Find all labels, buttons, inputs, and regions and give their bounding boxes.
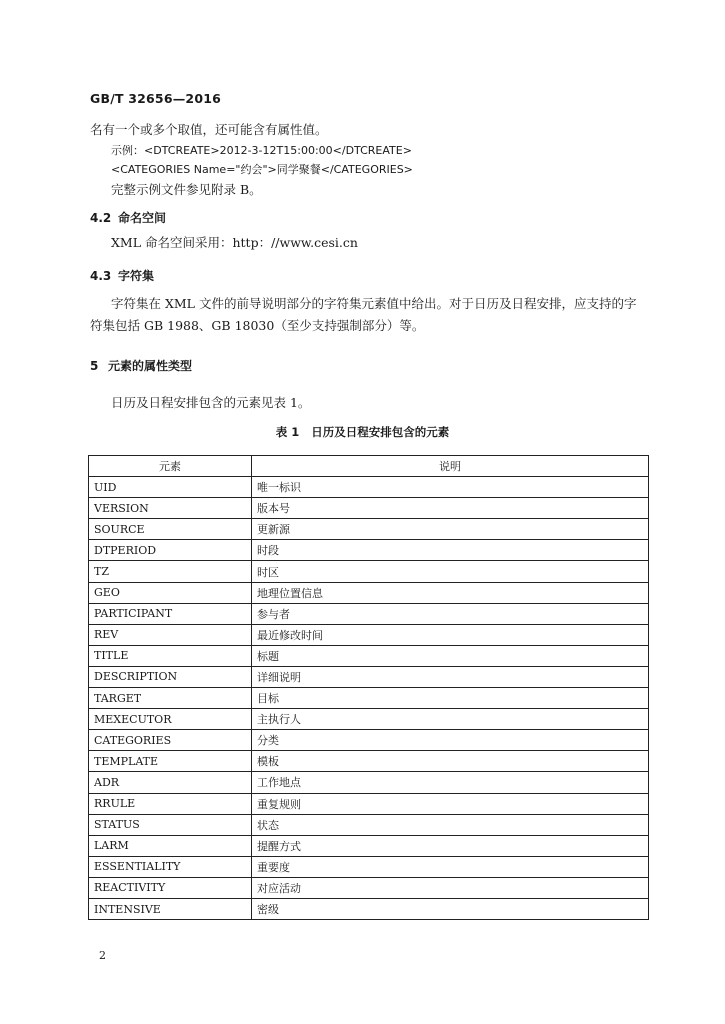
table-row xyxy=(89,624,649,645)
element-cell: REACTIVITY xyxy=(89,877,252,898)
table-row xyxy=(89,772,649,793)
section-4-2-heading xyxy=(90,209,166,226)
section-5-heading xyxy=(90,357,192,374)
appendix-reference: 完整示例文件参见附录 B。 xyxy=(111,182,262,197)
element-cell: ESSENTIALITY xyxy=(89,856,252,877)
table-row xyxy=(89,898,649,919)
table-row xyxy=(89,751,649,772)
section-title: 字符集 xyxy=(118,269,155,283)
document-code-header: GB/T 32656—2016 xyxy=(90,91,222,106)
element-cell: VERSION xyxy=(89,498,252,519)
description-cell: 时段 xyxy=(252,540,649,561)
section-4-3-heading xyxy=(90,267,154,284)
description-cell: 重复规则 xyxy=(252,793,649,814)
table-row xyxy=(89,582,649,603)
element-cell: MEXECUTOR xyxy=(89,709,252,730)
section-title: 元素的属性类型 xyxy=(108,359,193,373)
description-cell: 详细说明 xyxy=(252,666,649,687)
table-row xyxy=(89,666,649,687)
example-line-1: 示例：<DTCREATE>2012-3-12T15:00:00</DTCREATE> xyxy=(111,144,412,157)
section-title: 命名空间 xyxy=(118,211,167,225)
description-cell: 更新源 xyxy=(252,519,649,540)
description-cell: 参与者 xyxy=(252,603,649,624)
element-cell: STATUS xyxy=(89,814,252,835)
section-number: 4.3 xyxy=(90,269,112,283)
page-number: 2 xyxy=(99,949,106,962)
table-header-row xyxy=(89,456,649,477)
description-cell: 提醒方式 xyxy=(252,835,649,856)
description-cell: 重要度 xyxy=(252,856,649,877)
element-cell: TITLE xyxy=(89,645,252,666)
description-cell: 主执行人 xyxy=(252,709,649,730)
description-cell: 模板 xyxy=(252,751,649,772)
table-row xyxy=(89,519,649,540)
table-row xyxy=(89,856,649,877)
description-cell: 目标 xyxy=(252,688,649,709)
table-row xyxy=(89,730,649,751)
element-cell: LARM xyxy=(89,835,252,856)
element-cell: TZ xyxy=(89,561,252,582)
description-cell: 地理位置信息 xyxy=(252,582,649,603)
section-number: 5 xyxy=(90,359,99,373)
table-row xyxy=(89,645,649,666)
element-cell: CATEGORIES xyxy=(89,730,252,751)
namespace-text: XML 命名空间采用：http：//www.cesi.cn xyxy=(111,235,358,250)
description-cell: 版本号 xyxy=(252,498,649,519)
table-row xyxy=(89,477,649,498)
table-row xyxy=(89,835,649,856)
element-cell: PARTICIPANT xyxy=(89,603,252,624)
section-number: 4.2 xyxy=(90,211,112,225)
element-cell: TARGET xyxy=(89,688,252,709)
element-cell: RRULE xyxy=(89,793,252,814)
description-cell: 密级 xyxy=(252,898,649,919)
description-cell: 对应活动 xyxy=(252,877,649,898)
table-row xyxy=(89,814,649,835)
table-row xyxy=(89,498,649,519)
section-5-text: 日历及日程安排包含的元素见表 1。 xyxy=(111,395,311,410)
charset-text-line-2: 符集包括 GB 1988、GB 18030（至少支持强制部分）等。 xyxy=(90,318,425,333)
element-cell: GEO xyxy=(89,582,252,603)
element-cell: INTENSIVE xyxy=(89,898,252,919)
charset-text-line-1: 字符集在 XML 文件的前导说明部分的字符集元素值中给出。对于日历及日程安排，应支持的字 xyxy=(111,296,637,311)
elements-table xyxy=(88,455,649,920)
example-line-2: <CATEGORIES Name="约会">同学聚餐</CATEGORIES> xyxy=(111,163,413,176)
description-cell: 时区 xyxy=(252,561,649,582)
description-cell: 最近修改时间 xyxy=(252,624,649,645)
table-row xyxy=(89,561,649,582)
description-cell: 分类 xyxy=(252,730,649,751)
element-cell: DTPERIOD xyxy=(89,540,252,561)
table-row xyxy=(89,709,649,730)
description-cell: 唯一标识 xyxy=(252,477,649,498)
element-cell: REV xyxy=(89,624,252,645)
table-row xyxy=(89,688,649,709)
element-cell: TEMPLATE xyxy=(89,751,252,772)
element-cell: DESCRIPTION xyxy=(89,666,252,687)
description-cell: 状态 xyxy=(252,814,649,835)
table-body xyxy=(89,477,649,920)
description-cell: 标题 xyxy=(252,645,649,666)
table-row xyxy=(89,603,649,624)
element-cell: SOURCE xyxy=(89,519,252,540)
table-caption: 表 1 日历及日程安排包含的元素 xyxy=(275,425,450,439)
column-header-description: 说明 xyxy=(252,456,649,477)
intro-text: 名有一个或多个取值，还可能含有属性值。 xyxy=(90,122,328,137)
element-cell: ADR xyxy=(89,772,252,793)
column-header-element: 元素 xyxy=(89,456,252,477)
element-cell: UID xyxy=(89,477,252,498)
table-row xyxy=(89,540,649,561)
description-cell: 工作地点 xyxy=(252,772,649,793)
table-row xyxy=(89,793,649,814)
table-row xyxy=(89,877,649,898)
